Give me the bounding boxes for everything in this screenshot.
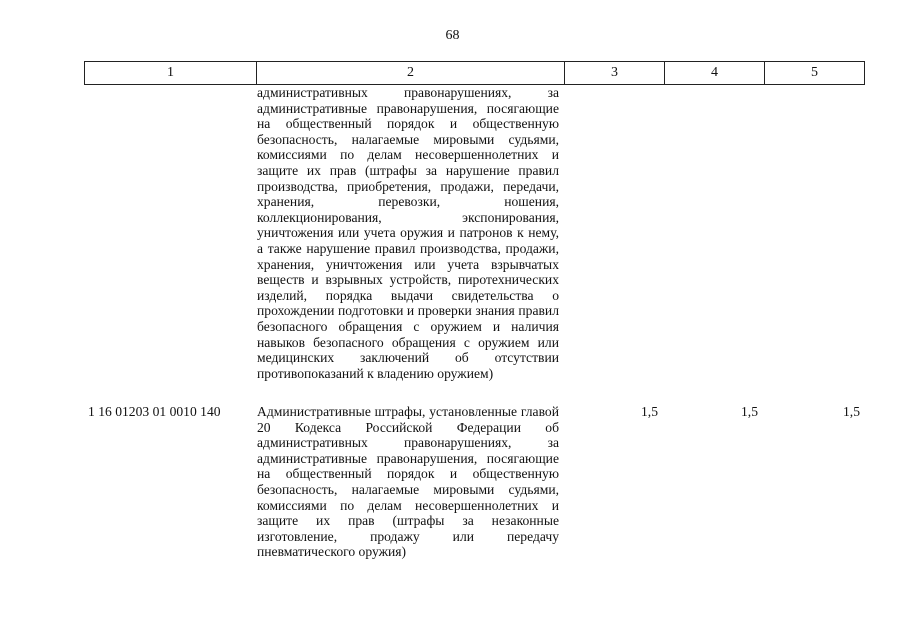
continued-row-description: административных правонарушениях, за административные правонарушения, посягающие на общественный порядок и общественную безопасность, налагаемые мировыми судьями, комиссиями по делам несовершеннолетних и защите их прав (штрафы за нарушение правил производства, приобретения, продажи, передачи, хранения, перевозки, ношения, коллекционирования, экспонирования, уничтожения или учета оружия и патронов к нему, а также нарушение правил производства, продажи, хранения, уничтожения или учета взрывчатых веществ и взрывных устройств, пиротехнических изделий, порядка выдачи свидетельства о прохождении подготовки и проверки знания правил безопасного обращения с оружием и наличия навыков безопасного обращения с оружием или медицинских заключений об отсутствии противопоказаний к владению оружием) [257,85,559,381]
header-col-1: 1 [85,62,257,85]
header-row [85,62,865,85]
row-value-col4: 1,5 [741,404,758,419]
row-description: Административные штрафы, установленные главой 20 Кодекса Российской Федерации об административных правонарушениях, за административные правонарушения, посягающие на общественный порядок и общественную безопасность, налагаемые мировыми судьями, комиссиями по делам несовершеннолетних и защите их прав (штрафы за незаконные изготовление, продажу или передачу пневматического оружия) [257,404,559,560]
header-col-4: 4 [665,62,765,85]
row-code: 1 16 01203 01 0010 140 [88,404,221,419]
header-col-3: 3 [565,62,665,85]
header-col-2: 2 [257,62,565,85]
row-value-col5: 1,5 [843,404,860,419]
header-col-5: 5 [765,62,865,85]
page-number: 68 [445,28,460,43]
table-header [84,61,865,85]
row-value-col3: 1,5 [641,404,658,419]
